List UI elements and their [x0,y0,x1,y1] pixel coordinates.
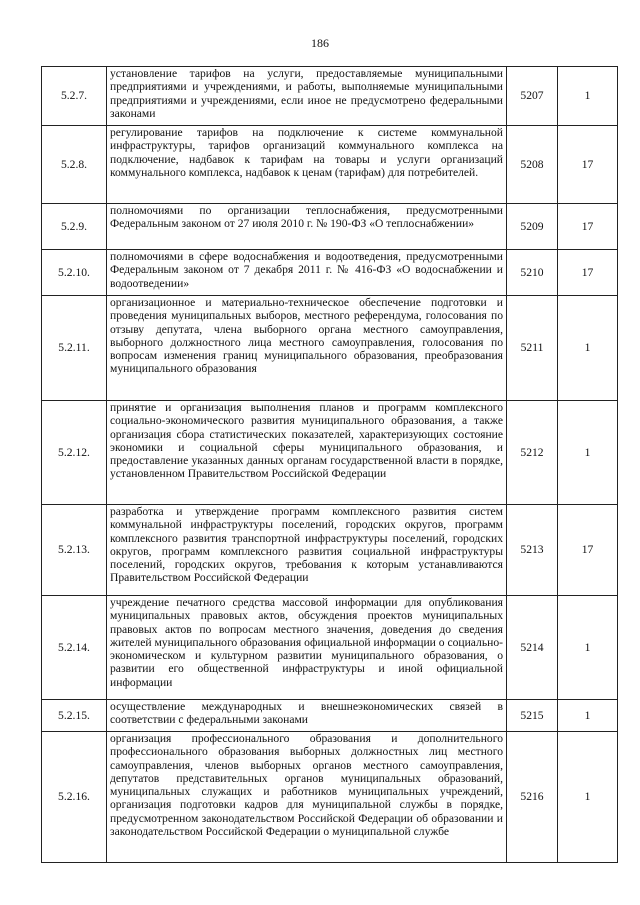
table-row [42,296,618,401]
row-text: установление тарифов на услуги, предоставляемые муниципальными предприятиями и учреждениями, и работы, выполняемые муниципальными предприятиями и учреждениями, если иное не предусмотрено федеральными законами [107,67,507,126]
row-number: 5209 [507,204,558,250]
row-code: 5.2.11. [42,296,107,401]
row-number: 5210 [507,250,558,296]
row-code: 5.2.13. [42,505,107,596]
table-row [42,204,618,250]
page-number: 186 [311,36,329,50]
row-text: разработка и утверждение программ комплексного развития систем коммунальной инфраструктуры поселений, городских округов, программ комплексного развития транспортной инфраструктуры поселений, городских округов, программ комплексного развития социальной инфраструктуры поселений, городских округов, требования к которым устанавливаются Правительством Российской Федерации [107,505,507,596]
functions-table [41,66,618,863]
row-count: 1 [558,700,618,732]
row-number: 5214 [507,596,558,700]
row-count: 17 [558,505,618,596]
row-code: 5.2.12. [42,401,107,505]
table-row [42,732,618,863]
row-count: 1 [558,596,618,700]
row-text: осуществление международных и внешнеэкономических связей в соответствии с федеральными законами [107,700,507,732]
row-number: 5208 [507,126,558,204]
row-count: 1 [558,67,618,126]
row-count: 17 [558,250,618,296]
row-count: 1 [558,296,618,401]
row-count: 1 [558,401,618,505]
row-code: 5.2.16. [42,732,107,863]
row-text: организация профессионального образования и дополнительного профессионального образования выборных должностных лиц местного самоуправления, членов выборных органов местного самоуправления, депутатов представительных органов муниципальных образований, муниципальных служащих и работников муниципальных учреждений, организация подготовки кадров для муниципальной службы в порядке, предусмотренном законодательством Российской Федерации об образовании и законодательством Российской Федерации о муниципальной службе [107,732,507,863]
row-number: 5216 [507,732,558,863]
row-text: организационное и материально-техническое обеспечение подготовки и проведения муниципальных выборов, местного референдума, голосования по отзыву депутата, члена выборного органа местного самоуправления, выборного должностного лица местного самоуправления, голосования по вопросам изменения границ муниципального образования, преобразования муниципального образования [107,296,507,401]
row-code: 5.2.14. [42,596,107,700]
row-code: 5.2.10. [42,250,107,296]
row-number: 5213 [507,505,558,596]
table-row [42,700,618,732]
table-row [42,67,618,126]
row-number: 5212 [507,401,558,505]
table-row [42,250,618,296]
row-text: полномочиями в сфере водоснабжения и водоотведения, предусмотренными Федеральным законом от 7 декабря 2011 г. № 416-ФЗ «О водоснабжении и водоотведении» [107,250,507,296]
row-number: 5207 [507,67,558,126]
row-text: учреждение печатного средства массовой информации для опубликования муниципальных правовых актов, обсуждения проектов муниципальных правовых актов по вопросам местного значения, доведения до сведения жителей муниципального образования официальной информации о социально-экономическом и культурном развитии муниципального образования, о развитии его общественной инфраструктуры и иной официальной информации [107,596,507,700]
row-text: регулирование тарифов на подключение к системе коммунальной инфраструктуры, тарифов организаций коммунального комплекса на подключение, надбавок к тарифам на товары и услуги организаций коммунального комплекса, надбавок к ценам (тарифам) для потребителей. [107,126,507,204]
row-text: полномочиями по организации теплоснабжения, предусмотренными Федеральным законом от 27 июля 2010 г. № 190-ФЗ «О теплоснабжении» [107,204,507,250]
table-row [42,596,618,700]
row-count: 17 [558,126,618,204]
row-number: 5211 [507,296,558,401]
table-row [42,126,618,204]
row-count: 17 [558,204,618,250]
row-count: 1 [558,732,618,863]
row-number: 5215 [507,700,558,732]
table-row [42,505,618,596]
row-text: принятие и организация выполнения планов и программ комплексного социально-экономического развития муниципального образования, а также организация сбора статистических показателей, характеризующих состояние экономики и социальной сферы муниципального образования, и предоставление указанных данных органам государственной власти в порядке, установленном Правительством Российской Федерации [107,401,507,505]
table-row [42,401,618,505]
row-code: 5.2.15. [42,700,107,732]
row-code: 5.2.8. [42,126,107,204]
row-code: 5.2.9. [42,204,107,250]
row-code: 5.2.7. [42,67,107,126]
